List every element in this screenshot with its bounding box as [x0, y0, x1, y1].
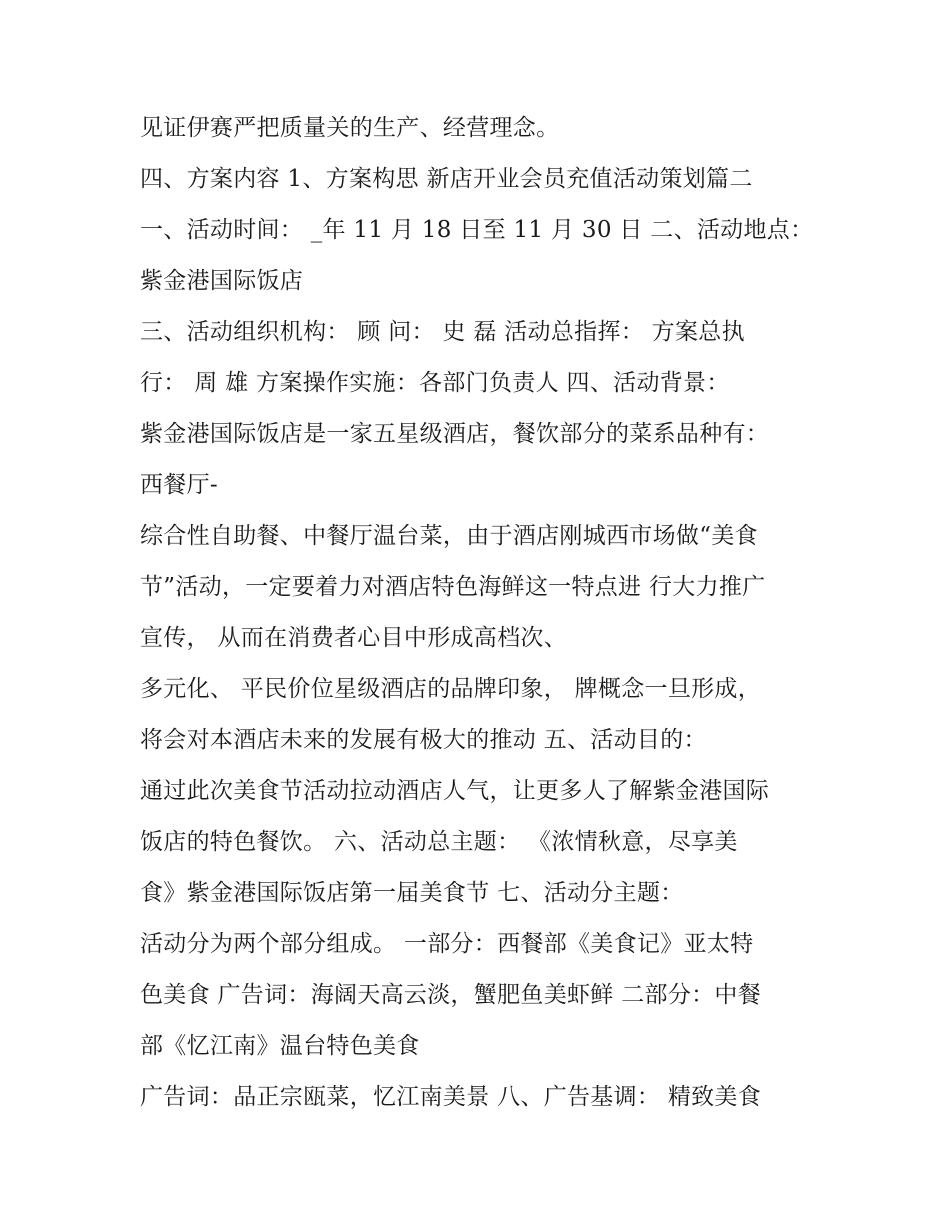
text-line: 饭店的特色餐饮。 六、活动总主题： 《浓情秋意，尽享美: [140, 829, 738, 855]
text-line: 多元化、 平民价位星级酒店的品牌印象， 牌概念一旦形成，: [140, 676, 762, 702]
text-line: 综合性自助餐、中餐厅温台菜，由于酒店刚城西市场做“美食: [140, 523, 758, 549]
body-text: [140, 109, 830, 1129]
text-line: 色美食 广告词：海阔天高云淡，蟹肥鱼美虾鲜 二部分：中餐: [140, 982, 762, 1008]
text-line: 行： 周 雄 方案操作实施：各部门负责人 四、活动背景：: [140, 370, 730, 396]
text-line: 节”活动，一定要着力对酒店特色海鲜这一特点进 行大力推广: [140, 574, 766, 600]
text-line: 西餐厅-: [140, 472, 218, 498]
text-line: 紫金港国际饭店是一家五星级酒店，餐饮部分的菜系品种有：: [140, 421, 770, 447]
text-line: 四、方案内容 1、方案构思 新店开业会员充值活动策划篇二: [140, 166, 753, 192]
text-line: 广告词：品正宗瓯菜，忆江南美景 八、广告基调： 精致美食: [140, 1084, 762, 1110]
text-line: 三、活动组织机构： 顾 问： 史 磊 活动总指挥： 方案总执: [140, 319, 745, 345]
text-line: 部《忆江南》温台特色美食: [140, 1033, 420, 1059]
text-line: 见证伊赛严把质量关的生产、经营理念。: [140, 115, 560, 141]
text-line: 一、活动时间： _年 11 月 18 日至 11 月 30 日 二、活动地点：: [140, 217, 814, 243]
text-line: 通过此次美食节活动拉动酒店人气，让更多人了解紫金港国际: [140, 778, 770, 804]
text-line: 活动分为两个部分组成。 一部分：西餐部《美食记》亚太特: [140, 931, 754, 957]
text-line: 食》紫金港国际饭店第一届美食节 七、活动分主题：: [140, 880, 684, 906]
text-line: 将会对本酒店未来的发展有极大的推动 五、活动目的：: [140, 727, 707, 753]
text-line: 宣传， 从而在消费者心目中形成高档次、: [140, 625, 568, 651]
text-line: 紫金港国际饭店: [140, 268, 304, 294]
